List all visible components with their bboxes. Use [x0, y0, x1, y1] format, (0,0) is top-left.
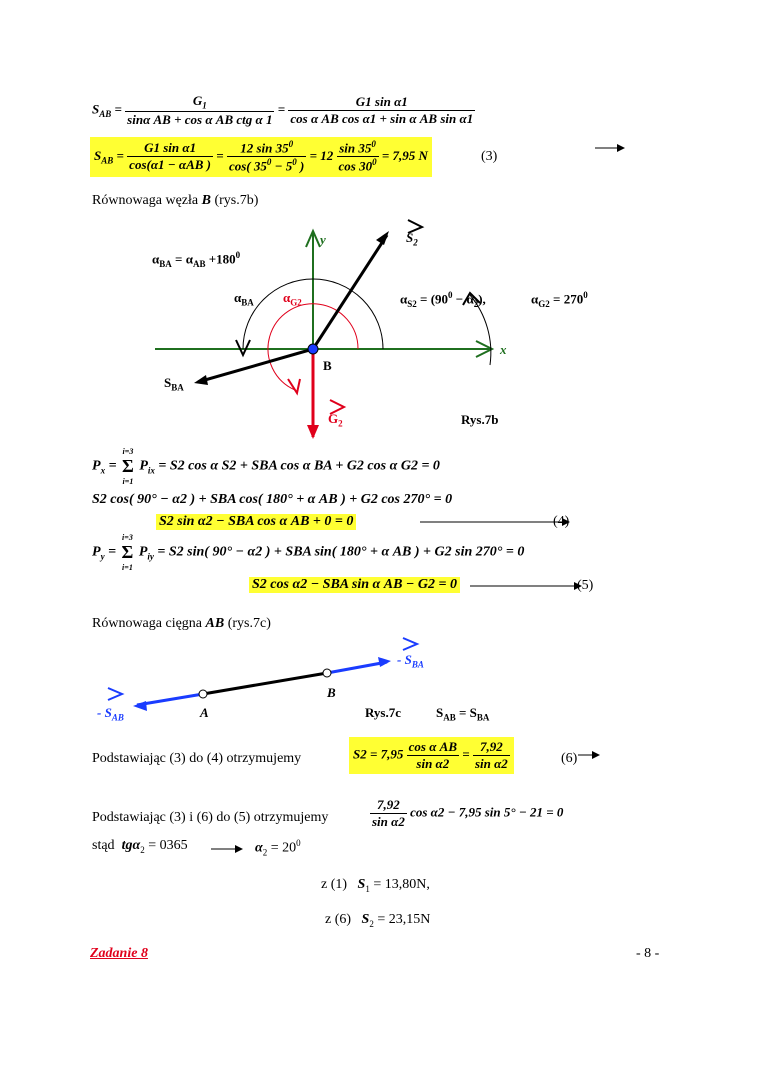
equation-4: S2 sin α2 − SBA cos α AB + 0 = 0 — [156, 514, 356, 530]
sba-label: $S_{BA}$ — [164, 375, 184, 393]
g2-label: $G_2$ — [328, 411, 343, 429]
arrow-right-icon — [470, 580, 582, 592]
arrow-right-icon — [595, 142, 627, 154]
alpha-g2-label: $\alpha_{G2}$ — [283, 290, 302, 308]
sba-vector-label: - $S_{BA}$ — [397, 652, 424, 670]
eq7-intro-text: Podstawiając (3) i (6) do (5) otrzymujemy — [92, 810, 329, 825]
equation-6: S2 = 7,95 $\frac{\text{cos α AB}}{\text{sin α2}}$ = $\frac{7,92}{\text{sin α2}}$ — [349, 737, 514, 774]
arrow-right-icon — [211, 843, 243, 855]
equation-py-sum: $P_y$ = i=3 Σ i=1 $P_{iy} = S2$ sin( 90° − α2 ) + SBA sin( 180° + α AB ) + G2 sin 270° = 0 — [92, 533, 525, 572]
alpha-s2-equation: $\alpha_{S2} = (90^0 - \alpha_2)$, — [400, 290, 486, 309]
equation-number-5: (5) — [577, 578, 594, 593]
arrow-right-icon — [420, 516, 570, 528]
node-b-label-7c: B — [327, 685, 336, 700]
equation-px-sum: $P_x$ = i=3 Σ i=1 $P_{ix} = S2$ cos α S2 + SBA cos α BA + G2 cos α G2 = 0 — [92, 447, 440, 486]
equation-number-3: (3) — [481, 149, 498, 164]
equation-number-4: (4) — [553, 514, 570, 529]
equation-number-6: (6) — [561, 751, 578, 766]
figure-7c — [95, 635, 515, 725]
s2-label: $S_2$ — [406, 230, 418, 248]
result-s2: z (6) $S_2 = 23,15N$ — [325, 912, 431, 929]
node-b-label: B — [323, 358, 332, 373]
equation-5: S2 cos α2 − SBA sin α AB − G2 = 0 — [249, 577, 460, 593]
section-heading-bar-ab: Równowaga cięgna AB (rys.7c) — [92, 616, 271, 631]
figure-7b-drawing — [140, 215, 640, 440]
alpha-ba-equation: $\alpha_{BA} = \alpha_{AB} +180^0$ — [152, 250, 241, 269]
axis-x-label: x — [500, 342, 507, 357]
tg-alpha2-result: stąd tgα$_2$ = 0365 — [92, 838, 188, 855]
alpha-g2-equation: $\alpha_{G2} = 270^0$ — [531, 290, 588, 309]
arrow-right-icon — [578, 749, 600, 761]
result-s1: z (1) $S_1 = 13,80N$, — [321, 877, 430, 894]
sab-sba-relation: $S_{AB} = S_{BA}$ — [436, 705, 490, 723]
section-heading-node-b: Równowaga węzła B (rys.7b) — [92, 193, 259, 208]
node-a-label: A — [200, 705, 209, 720]
equation-7: $\frac{7,92}{\text{sin α2}}$ cos α2 − 7,95 sin 5° − 21 = 0 — [372, 797, 564, 829]
figure-7c-caption: Rys.7c — [365, 705, 402, 720]
page-number: - 8 - — [636, 946, 660, 961]
footer-task-title: Zadanie 8 — [90, 946, 148, 961]
axis-y-label: y — [320, 232, 326, 247]
sab-vector-label: - $S_{AB}$ — [97, 705, 124, 723]
equation-sab-general: $S_{AB}$ = $\frac{G_1}{\text{sinα AB + cos α AB ctg α 1}}$ = $\frac{\text{G1 sin α1}}{\text{cos α AB cos α1 + sin α AB sin α1}}$ — [92, 93, 474, 127]
equation-px-expanded: S2 cos( 90° − α2 ) + SBA cos( 180° + α AB ) + G2 cos 270° = 0 — [92, 492, 453, 507]
equation-sab-result: $S_{AB}$ = $\frac{\text{G1 sin α1}}{\text{cos(α1 − αAB )}}$ = $\frac{12 \sin 35^0}{\cos( 35^0 - 5^0 )}$ = 12 $\frac{\sin 35^0}{\cos 30^0}$ = 7,95 N — [90, 137, 432, 177]
alpha2-result: $\alpha_2 = 20^0$ — [255, 838, 301, 858]
alpha-ba-label: $\alpha_{BA}$ — [234, 290, 254, 308]
figure-7b — [140, 215, 640, 440]
eq6-intro-text: Podstawiając (3) do (4) otrzymujemy — [92, 751, 302, 766]
figure-7b-caption: Rys.7b — [461, 412, 499, 427]
